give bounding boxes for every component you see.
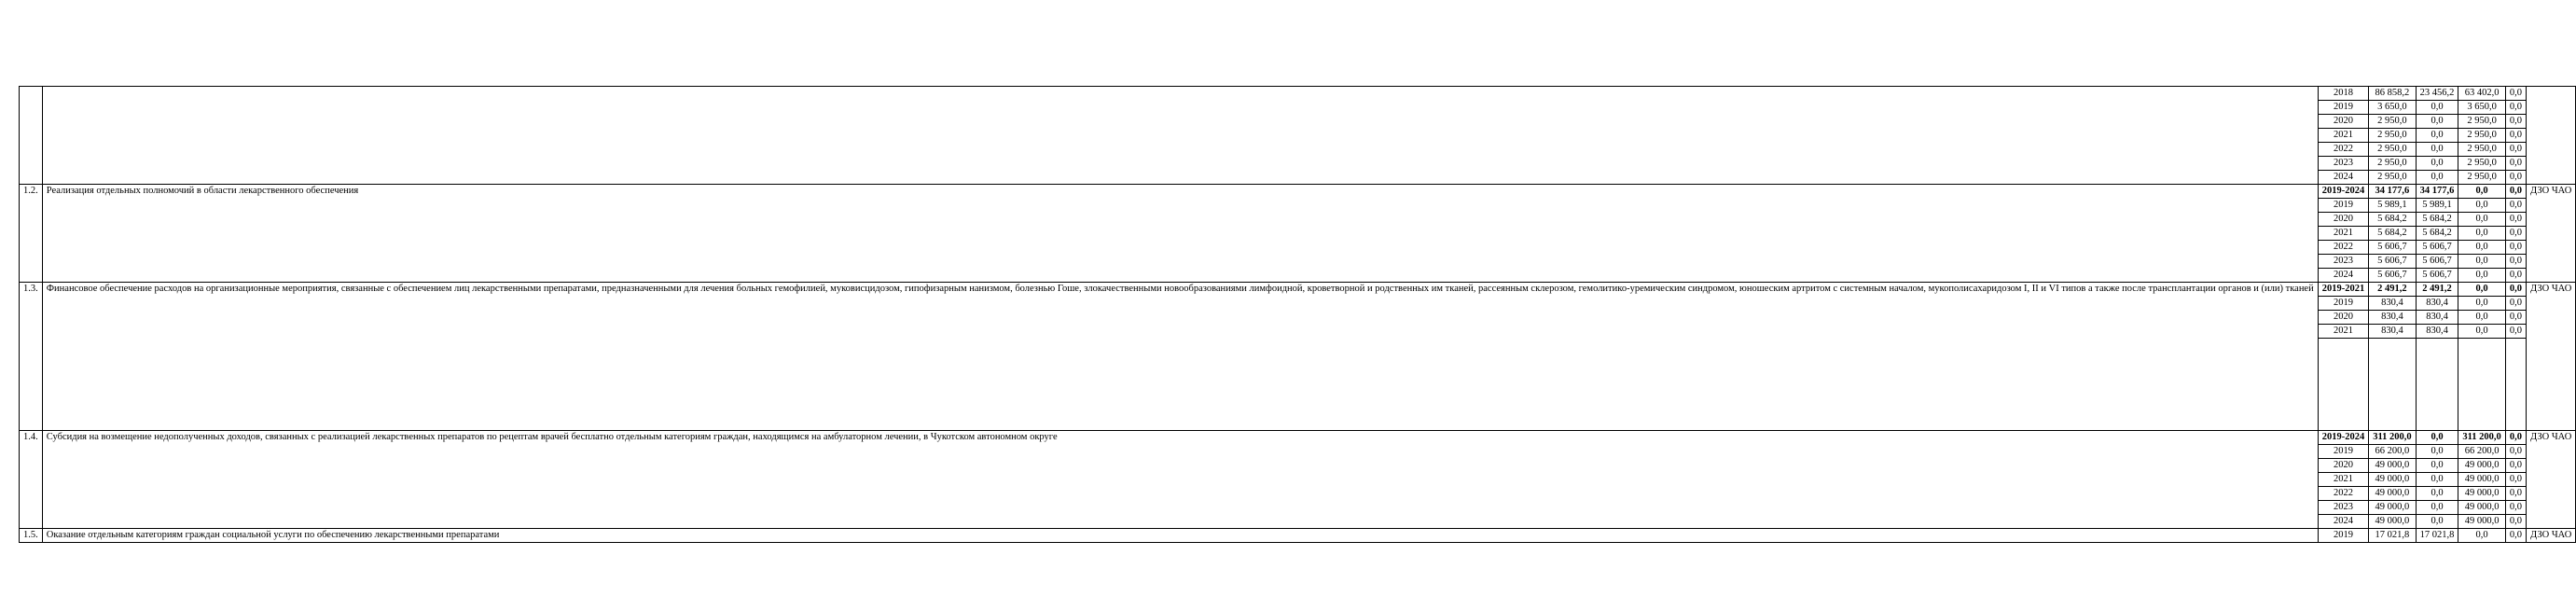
executor-cell — [2526, 87, 2575, 185]
item-number: 1.4. — [20, 431, 43, 529]
other-sources-cell: 0,0 — [2505, 213, 2526, 227]
total-cell: 17 021,8 — [2369, 529, 2416, 543]
total-cell: 49 000,0 — [2369, 515, 2416, 529]
year-cell: 2020 — [2318, 213, 2369, 227]
federal-budget-cell: 0,0 — [2458, 311, 2505, 325]
district-budget-cell: 830,4 — [2416, 297, 2458, 311]
year-cell: 2022 — [2318, 241, 2369, 255]
federal-budget-cell: 0,0 — [2458, 185, 2505, 199]
district-budget-cell: 0,0 — [2416, 501, 2458, 515]
empty-cell — [2318, 404, 2369, 417]
federal-budget-cell: 0,0 — [2458, 255, 2505, 269]
empty-cell — [2416, 352, 2458, 365]
federal-budget-cell: 2 950,0 — [2458, 115, 2505, 129]
empty-cell — [2505, 404, 2526, 417]
other-sources-cell: 0,0 — [2505, 143, 2526, 157]
empty-cell — [2369, 404, 2416, 417]
district-budget-cell: 0,0 — [2416, 157, 2458, 171]
district-budget-cell: 23 456,2 — [2416, 87, 2458, 101]
federal-budget-cell: 2 950,0 — [2458, 129, 2505, 143]
other-sources-cell: 0,0 — [2505, 255, 2526, 269]
year-cell: 2023 — [2318, 501, 2369, 515]
empty-cell — [2458, 339, 2505, 353]
empty-cell — [2369, 378, 2416, 391]
empty-cell — [2318, 417, 2369, 431]
year-cell: 2019 — [2318, 297, 2369, 311]
empty-cell — [2416, 404, 2458, 417]
federal-budget-cell: 3 650,0 — [2458, 101, 2505, 115]
district-budget-cell: 0,0 — [2416, 487, 2458, 501]
federal-budget-cell: 2 950,0 — [2458, 157, 2505, 171]
district-budget-cell: 0,0 — [2416, 515, 2458, 529]
empty-cell — [2369, 365, 2416, 378]
district-budget-cell: 5 684,2 — [2416, 213, 2458, 227]
other-sources-cell: 0,0 — [2505, 283, 2526, 297]
other-sources-cell: 0,0 — [2505, 171, 2526, 185]
empty-cell — [2369, 339, 2416, 353]
district-budget-cell: 5 989,1 — [2416, 199, 2458, 213]
federal-budget-cell: 2 950,0 — [2458, 171, 2505, 185]
empty-cell — [2369, 391, 2416, 404]
empty-cell — [2369, 417, 2416, 431]
federal-budget-cell: 311 200,0 — [2458, 431, 2505, 445]
empty-cell — [2458, 417, 2505, 431]
year-cell: 2022 — [2318, 143, 2369, 157]
other-sources-cell: 0,0 — [2505, 199, 2526, 213]
year-cell: 2018 — [2318, 87, 2369, 101]
empty-cell — [2505, 352, 2526, 365]
total-cell: 5 606,7 — [2369, 255, 2416, 269]
total-cell: 2 950,0 — [2369, 157, 2416, 171]
other-sources-cell: 0,0 — [2505, 115, 2526, 129]
district-budget-cell: 0,0 — [2416, 171, 2458, 185]
federal-budget-cell: 49 000,0 — [2458, 515, 2505, 529]
year-cell: 2024 — [2318, 515, 2369, 529]
total-cell: 2 950,0 — [2369, 143, 2416, 157]
empty-cell — [2416, 339, 2458, 353]
year-cell: 2021 — [2318, 473, 2369, 487]
total-cell: 49 000,0 — [2369, 459, 2416, 473]
empty-cell — [2505, 365, 2526, 378]
total-cell: 5 684,2 — [2369, 227, 2416, 241]
other-sources-cell: 0,0 — [2505, 515, 2526, 529]
empty-cell — [2505, 391, 2526, 404]
other-sources-cell: 0,0 — [2505, 101, 2526, 115]
total-cell: 5 989,1 — [2369, 199, 2416, 213]
year-cell: 2024 — [2318, 269, 2369, 283]
total-cell: 86 858,2 — [2369, 87, 2416, 101]
empty-cell — [2505, 378, 2526, 391]
executor-cell: ДЗО ЧАО — [2526, 185, 2575, 283]
total-cell: 3 650,0 — [2369, 101, 2416, 115]
table-row — [20, 283, 2576, 297]
empty-cell — [2416, 391, 2458, 404]
empty-cell — [2458, 365, 2505, 378]
other-sources-cell: 0,0 — [2505, 185, 2526, 199]
other-sources-cell: 0,0 — [2505, 473, 2526, 487]
year-cell: 2019 — [2318, 101, 2369, 115]
item-name — [42, 87, 2318, 185]
year-cell: 2020 — [2318, 459, 2369, 473]
table-row — [20, 529, 2576, 543]
empty-cell — [2318, 365, 2369, 378]
other-sources-cell: 0,0 — [2505, 269, 2526, 283]
federal-budget-cell: 49 000,0 — [2458, 473, 2505, 487]
other-sources-cell: 0,0 — [2505, 325, 2526, 339]
other-sources-cell: 0,0 — [2505, 431, 2526, 445]
year-cell: 2019 — [2318, 529, 2369, 543]
total-cell: 49 000,0 — [2369, 473, 2416, 487]
total-cell: 5 606,7 — [2369, 269, 2416, 283]
table-row — [20, 87, 2576, 101]
item-number — [20, 87, 43, 185]
other-sources-cell: 0,0 — [2505, 445, 2526, 459]
total-cell: 49 000,0 — [2369, 487, 2416, 501]
federal-budget-cell: 0,0 — [2458, 213, 2505, 227]
district-budget-cell: 0,0 — [2416, 101, 2458, 115]
other-sources-cell: 0,0 — [2505, 241, 2526, 255]
item-number: 1.5. — [20, 529, 43, 543]
year-cell: 2021 — [2318, 325, 2369, 339]
federal-budget-cell: 0,0 — [2458, 325, 2505, 339]
item-number: 1.2. — [20, 185, 43, 283]
empty-cell — [2458, 391, 2505, 404]
federal-budget-cell: 49 000,0 — [2458, 501, 2505, 515]
executor-cell: ДЗО ЧАО — [2526, 283, 2575, 431]
item-number: 1.3. — [20, 283, 43, 431]
district-budget-cell: 17 021,8 — [2416, 529, 2458, 543]
year-cell: 2021 — [2318, 129, 2369, 143]
other-sources-cell: 0,0 — [2505, 297, 2526, 311]
district-budget-cell: 34 177,6 — [2416, 185, 2458, 199]
year-cell: 2022 — [2318, 487, 2369, 501]
year-cell: 2019-2024 — [2318, 185, 2369, 199]
total-cell: 66 200,0 — [2369, 445, 2416, 459]
federal-budget-cell: 49 000,0 — [2458, 459, 2505, 473]
total-cell: 2 491,2 — [2369, 283, 2416, 297]
total-cell: 49 000,0 — [2369, 501, 2416, 515]
empty-cell — [2318, 378, 2369, 391]
other-sources-cell: 0,0 — [2505, 487, 2526, 501]
empty-cell — [2458, 378, 2505, 391]
empty-cell — [2318, 352, 2369, 365]
year-cell: 2020 — [2318, 311, 2369, 325]
year-cell: 2019 — [2318, 445, 2369, 459]
federal-budget-cell: 0,0 — [2458, 199, 2505, 213]
year-cell: 2019 — [2318, 199, 2369, 213]
other-sources-cell: 0,0 — [2505, 459, 2526, 473]
item-name: Реализация отдельных полномочий в области лекарственного обеспечения — [42, 185, 2318, 283]
federal-budget-cell: 0,0 — [2458, 269, 2505, 283]
other-sources-cell: 0,0 — [2505, 311, 2526, 325]
total-cell: 311 200,0 — [2369, 431, 2416, 445]
total-cell: 2 950,0 — [2369, 115, 2416, 129]
district-budget-cell: 0,0 — [2416, 445, 2458, 459]
budget-table — [19, 86, 2576, 543]
year-cell: 2021 — [2318, 227, 2369, 241]
federal-budget-cell: 0,0 — [2458, 283, 2505, 297]
total-cell: 2 950,0 — [2369, 129, 2416, 143]
year-cell: 2023 — [2318, 157, 2369, 171]
federal-budget-cell: 0,0 — [2458, 227, 2505, 241]
other-sources-cell: 0,0 — [2505, 227, 2526, 241]
district-budget-cell: 0,0 — [2416, 473, 2458, 487]
other-sources-cell: 0,0 — [2505, 529, 2526, 543]
district-budget-cell: 0,0 — [2416, 129, 2458, 143]
empty-cell — [2416, 378, 2458, 391]
table-row — [20, 185, 2576, 199]
federal-budget-cell: 0,0 — [2458, 529, 2505, 543]
total-cell: 2 950,0 — [2369, 171, 2416, 185]
item-name: Оказание отдельным категориям граждан социальной услуги по обеспечению лекарственными препаратами — [42, 529, 2318, 543]
total-cell: 830,4 — [2369, 311, 2416, 325]
empty-cell — [2318, 339, 2369, 353]
district-budget-cell: 2 491,2 — [2416, 283, 2458, 297]
total-cell: 5 606,7 — [2369, 241, 2416, 255]
district-budget-cell: 5 606,7 — [2416, 269, 2458, 283]
empty-cell — [2416, 365, 2458, 378]
executor-cell: ДЗО ЧАО — [2526, 431, 2575, 529]
empty-cell — [2458, 352, 2505, 365]
year-cell: 2023 — [2318, 255, 2369, 269]
federal-budget-cell: 0,0 — [2458, 297, 2505, 311]
year-cell: 2024 — [2318, 171, 2369, 185]
federal-budget-cell: 49 000,0 — [2458, 487, 2505, 501]
district-budget-cell: 830,4 — [2416, 311, 2458, 325]
federal-budget-cell: 63 402,0 — [2458, 87, 2505, 101]
item-name: Финансовое обеспечение расходов на организационные мероприятия, связанные с обеспечением лиц лекарственными препаратами, предназначенными для лечения больных гемофилией, муковисцидозом, гипофизарным нанизмом, болезнью Гоше, злокачественными новообразованиями лимфоидной, кроветворной и родственных им тканей, рассеянным склерозом, гемолитико-уремическим синдромом, юношеским артритом с системным началом, мукополисахаридозом I, II и VI типов а также после трансплантации органов и (или) тканей — [42, 283, 2318, 431]
district-budget-cell: 0,0 — [2416, 115, 2458, 129]
other-sources-cell: 0,0 — [2505, 129, 2526, 143]
total-cell: 830,4 — [2369, 325, 2416, 339]
district-budget-cell: 830,4 — [2416, 325, 2458, 339]
total-cell: 34 177,6 — [2369, 185, 2416, 199]
empty-cell — [2369, 352, 2416, 365]
empty-cell — [2458, 404, 2505, 417]
total-cell: 830,4 — [2369, 297, 2416, 311]
district-budget-cell: 5 606,7 — [2416, 255, 2458, 269]
district-budget-cell: 5 606,7 — [2416, 241, 2458, 255]
other-sources-cell: 0,0 — [2505, 87, 2526, 101]
federal-budget-cell: 66 200,0 — [2458, 445, 2505, 459]
other-sources-cell: 0,0 — [2505, 501, 2526, 515]
federal-budget-cell: 2 950,0 — [2458, 143, 2505, 157]
year-cell: 2019-2024 — [2318, 431, 2369, 445]
empty-cell — [2416, 417, 2458, 431]
item-name: Субсидия на возмещение недополученных доходов, связанных с реализацией лекарственных препаратов по рецептам врачей бесплатно отдельным категориям граждан, находящимся на амбулаторном лечении, в Чукотском автономном округе — [42, 431, 2318, 529]
district-budget-cell: 0,0 — [2416, 143, 2458, 157]
executor-cell: ДЗО ЧАО — [2526, 529, 2575, 543]
district-budget-cell: 0,0 — [2416, 431, 2458, 445]
federal-budget-cell: 0,0 — [2458, 241, 2505, 255]
year-cell: 2020 — [2318, 115, 2369, 129]
empty-cell — [2505, 417, 2526, 431]
year-cell: 2019-2021 — [2318, 283, 2369, 297]
empty-cell — [2318, 391, 2369, 404]
empty-cell — [2505, 339, 2526, 353]
district-budget-cell: 5 684,2 — [2416, 227, 2458, 241]
total-cell: 5 684,2 — [2369, 213, 2416, 227]
other-sources-cell: 0,0 — [2505, 157, 2526, 171]
district-budget-cell: 0,0 — [2416, 459, 2458, 473]
table-row — [20, 431, 2576, 445]
